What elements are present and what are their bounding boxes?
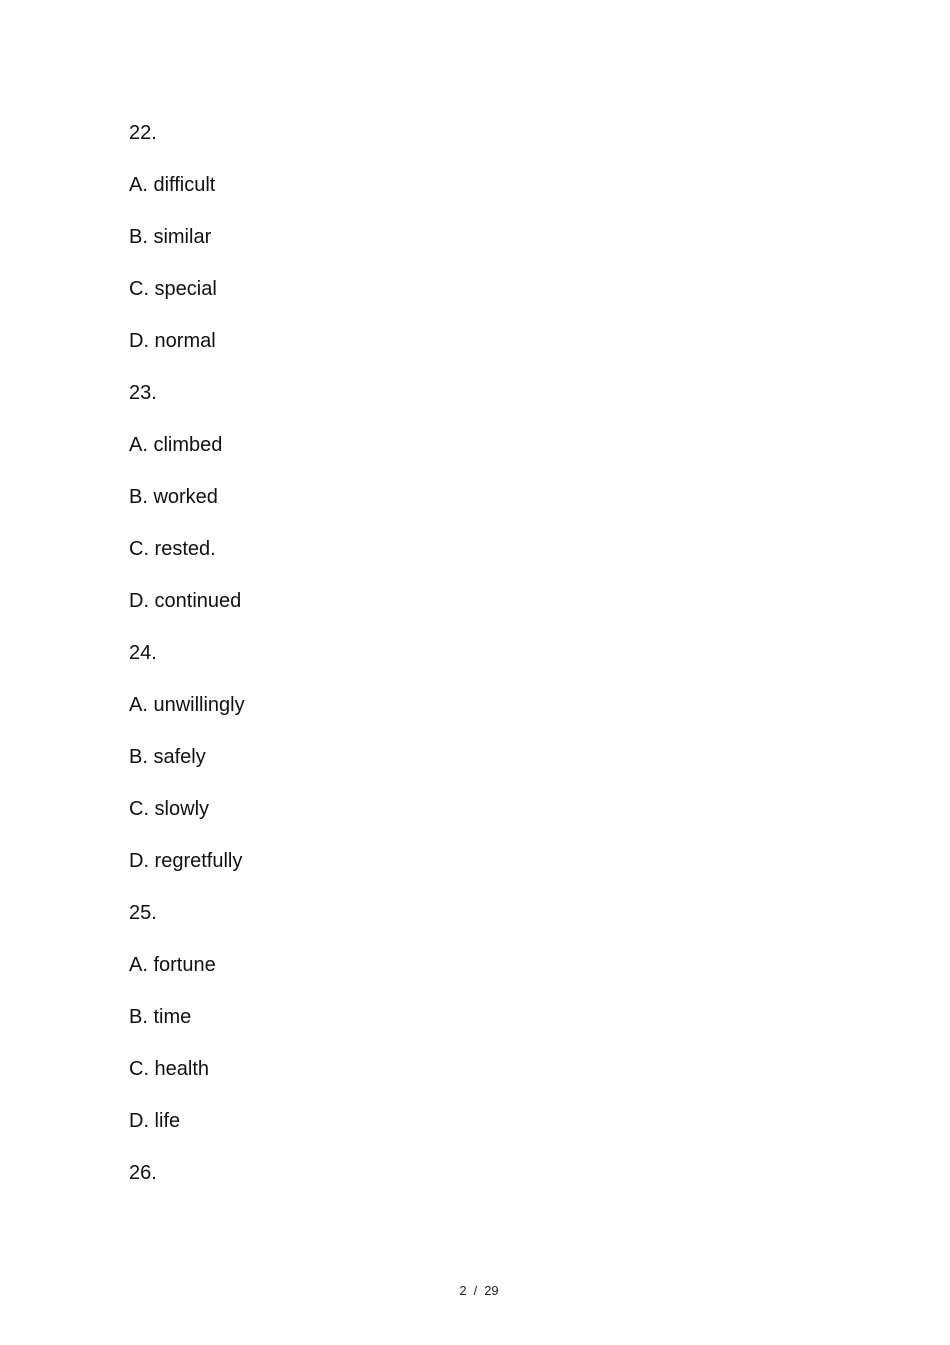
page-separator: / bbox=[473, 1283, 478, 1298]
option-a: A. unwillingly bbox=[129, 694, 245, 716]
option-a: A. difficult bbox=[129, 174, 216, 196]
option-c: C. health bbox=[129, 1058, 210, 1080]
option-d: D. continued bbox=[129, 590, 242, 612]
question-number: 26. bbox=[129, 1162, 157, 1184]
page-indicator bbox=[459, 1283, 498, 1299]
question-list bbox=[129, 121, 829, 1213]
option-c: C. slowly bbox=[129, 798, 210, 820]
option-c: C. rested. bbox=[129, 538, 216, 560]
total-page-count: 29 bbox=[484, 1283, 499, 1298]
current-page-number: 2 bbox=[459, 1283, 467, 1298]
question-number: 23. bbox=[129, 382, 157, 404]
question-number: 25. bbox=[129, 902, 157, 924]
option-b: B. safely bbox=[129, 746, 206, 768]
option-d: D. regretfully bbox=[129, 850, 243, 872]
option-b: B. worked bbox=[129, 486, 218, 508]
option-d: D. life bbox=[129, 1110, 181, 1132]
option-d: D. normal bbox=[129, 330, 216, 352]
option-b: B. time bbox=[129, 1006, 192, 1028]
page-footer bbox=[0, 1283, 950, 1299]
option-b: B. similar bbox=[129, 226, 212, 248]
question-number: 24. bbox=[129, 642, 157, 664]
option-a: A. climbed bbox=[129, 434, 223, 456]
option-c: C. special bbox=[129, 278, 217, 300]
option-a: A. fortune bbox=[129, 954, 216, 976]
question-number: 22. bbox=[129, 122, 157, 144]
